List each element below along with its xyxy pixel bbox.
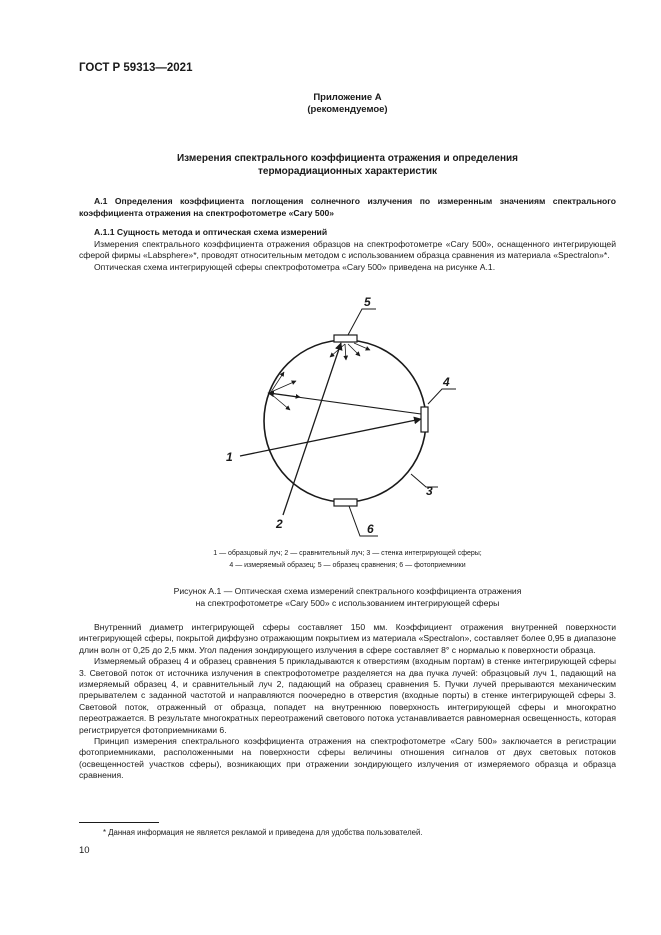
subsection-a11-title: А.1.1 Сущность метода и оптическая схема измерений <box>94 227 328 237</box>
reference-beam-2 <box>283 343 341 515</box>
label-1: 1 <box>226 450 233 464</box>
sample-beam-1 <box>240 419 421 456</box>
section-a1-title: А.1 Определения коэффициента поглощения солнечного излучения по измеренным значениям спектрального коэффициента отражения на спектрофотометре «Cary 500» <box>79 196 616 218</box>
label-5: 5 <box>364 295 371 309</box>
body-paragraph-2: Измеряемый образец 4 и образец сравнения 5 прикладываются к отверстиям (входным портам) в стенке интегрирующей сферы 3. Световой поток от источника излучения в спектрофотометре разделяется на два пучка лучей: образцовый луч 1, падающий на измеряемый образец 4, и сравнительный луч 2, падающий на образец сравнения 5. Пучки лучей прерываются механическим прерывателем с заданной частотой и направляются поочередно в отверстия (входные порты) в стенке интегрирующей сферы 3. Световой поток, отраженный от образца, попадет на внутреннюю поверхность интегрирующей сферы и многократно переотражается. В результате многократных переотражений светового потока устанавливается равномерная освещенность, которая регистрируется фотоприемниками 6. <box>79 656 616 735</box>
appendix-title: Приложение А <box>313 92 382 103</box>
figure-legend <box>79 548 616 571</box>
footnote-separator <box>79 822 159 823</box>
body-paragraph-3: Принцип измерения спектрального коэффициента отражения на спектрофотометре «Cary 500» заключается в регистрации фотоприемниками, расположенными на поверхности сферы величины отношения сигналов от двух световых потоков (освещенностей участков сферы), возникающих при отражении зондирующего излучения от измеряемого образца и образца сравнения. <box>79 736 616 781</box>
figure-caption <box>79 586 616 609</box>
main-title-line2: терморадиационных характеристик <box>257 166 438 177</box>
measured-sample-4 <box>421 407 428 432</box>
footnote: * Данная информация не является рекламой и приведена для удобства пользователей. <box>103 828 423 837</box>
integrating-sphere-diagram <box>205 295 465 545</box>
label-6: 6 <box>367 522 374 536</box>
main-title-line1: Измерения спектрального коэффициента отражения и определения <box>176 153 518 164</box>
sphere-wall <box>264 340 426 502</box>
page-number: 10 <box>79 845 90 856</box>
reference-sample-5 <box>334 335 357 342</box>
intro-paragraph-1: Измерения спектрального коэффициента отражения образцов на спектрофотометре «Cary 500», оснащенного интегрирующей сферой фирмы «Labsphere»*, проводят относительным методом с использованием образца сравнения из материала «Spectralon»*. <box>79 239 616 261</box>
main-title <box>79 152 616 178</box>
intro-text <box>79 239 616 273</box>
appendix-status: (рекомендуемое) <box>307 104 388 115</box>
body-paragraph-1: Внутренний диаметр интегрирующей сферы составляет 150 мм. Коэффициент отражения внутренней поверхности интегрирующей сферы, покрытой диффузно отражающим покрытием из материала «Spectralon», составляет более 0,95 в диапазоне длин волн от 0,25 до 2,5 мкм. Угол падения зондирующего излучения в сфере составляет 8° с нормалью к поверхности образца. <box>79 622 616 655</box>
caption-line-2: на спектрофотометре «Cary 500» с использованием интегрирующей сферы <box>195 597 500 608</box>
body-text <box>79 622 616 782</box>
label-3: 3 <box>426 484 433 498</box>
legend-line-2: 4 — измеряемый образец; 5 — образец сравнения; 6 — фотоприемники <box>229 561 466 569</box>
label-2: 2 <box>276 517 283 531</box>
label-4: 4 <box>443 375 450 389</box>
standard-header: ГОСТ Р 59313—2021 <box>79 62 193 74</box>
caption-line-1: Рисунок А.1 — Оптическая схема измерений спектрального коэффициента отражения <box>173 586 522 596</box>
intro-paragraph-2: Оптическая схема интегрирующей сферы спектрофотометра «Cary 500» приведена на рисунке А.1. <box>94 261 496 272</box>
legend-line-1: 1 — образцовый луч; 2 — сравнительный луч; 3 — стенка интегрирующей сферы; <box>213 550 482 557</box>
photodetector-6 <box>334 499 357 506</box>
